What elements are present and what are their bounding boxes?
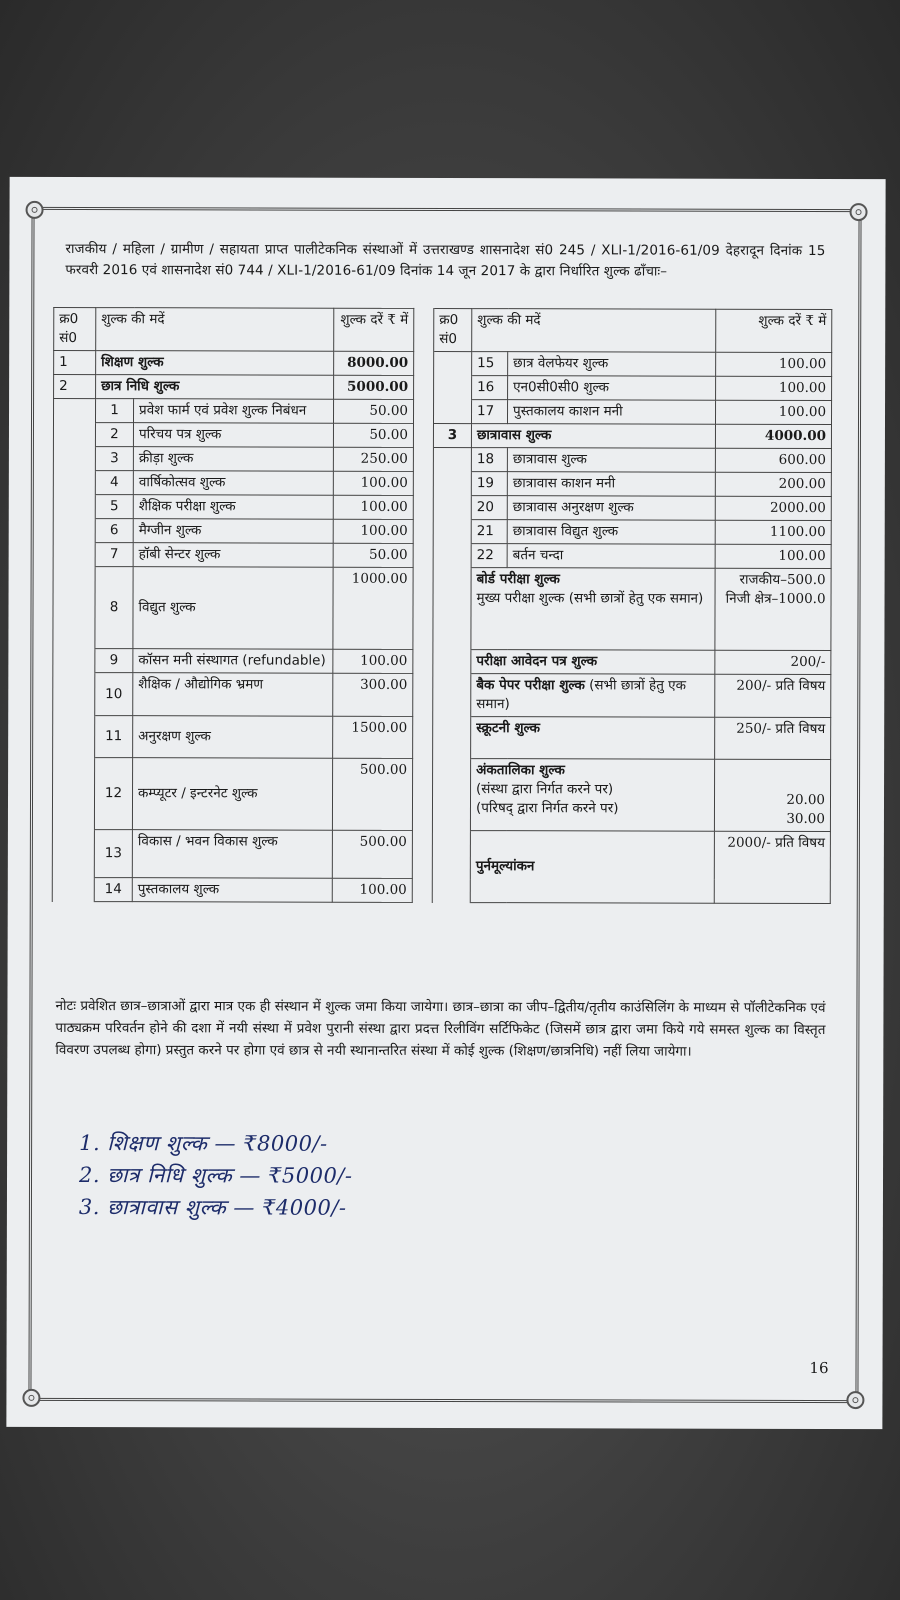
fee-label: एन0सी0सी0 शुल्क: [508, 376, 716, 401]
handwritten-line: 1. शिक्षण शुल्क — ₹8000/-: [79, 1131, 328, 1156]
sub-row-no: 14: [94, 878, 132, 902]
fee-amount: 20.00: [786, 791, 826, 808]
board-exam-subtitle: मुख्य परीक्षा शुल्क (सभी छात्रों हेतु एक समान): [476, 590, 704, 607]
table-row: [53, 715, 831, 759]
sub-row-no: 3: [95, 447, 133, 471]
sub-row-no: 5: [95, 495, 133, 519]
fee-amount: राजकीय–500.0 निजी क्षेत्र–1000.0: [715, 568, 831, 650]
header-item: शुल्क की मदें: [96, 308, 334, 352]
fee-label: मैग्जीन शुल्क: [133, 519, 333, 544]
sub-row-no: 9: [95, 649, 133, 673]
fee-label: कॉसन मनी संस्थागत (refundable): [133, 649, 333, 674]
page-number: 16: [809, 1358, 829, 1378]
fee-label: वार्षिकोत्सव शुल्क: [133, 471, 333, 496]
handwritten-line: 3. छात्रावास शुल्क — ₹4000/-: [78, 1195, 347, 1220]
row-no: 22: [471, 544, 507, 568]
fee-amount: 100.00: [716, 376, 832, 400]
fee-amount: 2000.00: [715, 496, 831, 520]
fee-amount: 100.00: [333, 519, 413, 543]
fee-label: छात्रावास शुल्क: [471, 424, 715, 449]
marksheet-line: (संस्था द्वारा निर्गत करने पर): [476, 781, 614, 798]
intro-paragraph: राजकीय / महिला / ग्रामीण / सहायता प्राप्त पालीटेकनिक संस्थाओं में उत्तराखण्ड शासनादेश सं0 245 / XLI-1/2016-61/09 देहरादून दिनांक 15 फरवरी 2016 एवं शासनादेश सं0 744 / XLI-1/2016-61/09 दिनांक 14 जून 2017 के द्वारा निर्धारित शुल्क ढाँचाः–: [65, 241, 826, 280]
corner-ornament: [22, 1389, 40, 1407]
fee-label: अनुरक्षण शुल्क: [133, 716, 333, 759]
fee-label: शैक्षिक / औद्योगिक भ्रमण: [133, 673, 333, 717]
fee-label: पुस्तकालय काशन मनी: [508, 400, 716, 425]
fee-amount: 1500.00: [333, 716, 413, 758]
fee-amount: 500.00: [332, 758, 412, 830]
fee-label: स्क्रूटनी शुल्क: [471, 717, 715, 760]
fee-amount: 8000.00: [334, 351, 414, 375]
back-paper-subtitle: (सभी छात्रों हेतु एक समान): [476, 677, 687, 713]
table-row: [53, 494, 831, 520]
fee-amount: 100.00: [333, 495, 413, 519]
fee-label: क्रीड़ा शुल्क: [133, 447, 333, 472]
fee-label: छात्र वेलफेयर शुल्क: [508, 352, 716, 377]
header-rate: शुल्क दरें ₹ में: [334, 308, 414, 351]
fee-amount: 100.00: [715, 544, 831, 568]
fee-amount: 5000.00: [334, 375, 414, 399]
fee-label: प्रवेश फार्म एवं प्रवेश शुल्क निबंधन: [133, 399, 333, 424]
document-page: [6, 177, 885, 1429]
table-row: [52, 829, 830, 879]
fee-amount: 600.00: [715, 448, 831, 472]
table-row: [54, 350, 832, 376]
fee-amount: 2000/- प्रति विषय: [714, 831, 830, 903]
row-no: 16: [472, 376, 508, 400]
table-row: [53, 446, 831, 472]
row-no: 21: [471, 520, 507, 544]
fee-label: हॉबी सेन्टर शुल्क: [133, 543, 333, 568]
row-no: 17: [472, 400, 508, 424]
header-sno: क्र0 सं0: [54, 307, 96, 350]
fee-label: बर्तन चन्दा: [507, 544, 715, 569]
row-no: 19: [471, 472, 507, 496]
board-exam-title: बोर्ड परीक्षा शुल्क: [476, 571, 560, 588]
fee-label: शैक्षिक परीक्षा शुल्क: [133, 495, 333, 520]
row-no: 15: [472, 352, 508, 376]
corner-ornament: [26, 201, 44, 219]
sub-row-no: 4: [95, 471, 133, 495]
table-row: [53, 648, 831, 674]
sub-row-no: 6: [95, 519, 133, 543]
sub-row-no: 11: [95, 716, 133, 758]
fee-label: विद्युत शुल्क: [133, 567, 333, 650]
sub-row-no: 12: [94, 758, 132, 830]
fee-label: छात्रावास शुल्क: [507, 448, 715, 473]
fee-amount: 50.00: [334, 399, 414, 423]
fee-amount: 100.00: [333, 649, 413, 673]
fee-amount: 4000.00: [715, 424, 831, 448]
marksheet-title: अंकतालिका शुल्क: [476, 762, 565, 779]
fee-label: छात्रावास विद्युत शुल्क: [507, 520, 715, 545]
table-row: [53, 542, 831, 568]
fee-amount: 100.00: [716, 400, 832, 424]
header-sno-2: क्र0 सं0: [434, 308, 472, 351]
sub-row-no: 10: [95, 673, 133, 716]
sub-row-no: 2: [95, 423, 133, 447]
fee-label: शिक्षण शुल्क: [96, 351, 334, 376]
table-row: [53, 566, 831, 650]
back-paper-title: बैक पेपर परीक्षा शुल्क: [476, 677, 585, 694]
board-exam-cell: [471, 568, 715, 651]
sub-row-no: 1: [95, 399, 133, 423]
fee-amount: 200.00: [715, 472, 831, 496]
fee-amount: 250.00: [333, 447, 413, 471]
fee-amount: 30.00: [786, 810, 826, 827]
fee-amount: 300.00: [333, 673, 413, 716]
table-row: [53, 422, 831, 448]
fee-label: विकास / भवन विकास शुल्क: [132, 830, 332, 879]
row-no: 3: [433, 423, 471, 447]
fee-amount: 100.00: [332, 878, 412, 902]
fee-label: छात्रावास काशन मनी: [507, 472, 715, 497]
fee-amount: 100.00: [716, 352, 832, 376]
fee-label: परीक्षा आवेदन पत्र शुल्क: [471, 650, 715, 675]
table-row: [54, 374, 832, 400]
handwritten-line: 2. छात्र निधि शुल्क — ₹5000/-: [78, 1163, 353, 1188]
header-rate-2: शुल्क दरें ₹ में: [716, 309, 832, 352]
fee-label: छात्र निधि शुल्क: [96, 375, 334, 400]
sub-row-no: 13: [94, 830, 132, 878]
fee-label: पुर्नमूल्यांकन: [470, 831, 714, 904]
row-no: 1: [54, 350, 96, 374]
fee-label: छात्रावास अनुरक्षण शुल्क: [507, 496, 715, 521]
marksheet-line: (परिषद् द्वारा निर्गत करने पर): [475, 800, 619, 817]
table-row: [53, 470, 831, 496]
fee-amount: 100.00: [333, 471, 413, 495]
fee-amount: 1100.00: [715, 520, 831, 544]
sub-row-no: 7: [95, 543, 133, 567]
fee-amount: 200/- प्रति विषय: [715, 674, 831, 717]
fee-amount: 250/- प्रति विषय: [715, 717, 831, 759]
table-row: [53, 672, 831, 717]
fee-amount: 50.00: [333, 543, 413, 567]
header-item-2: शुल्क की मदें: [472, 309, 716, 353]
sub-row-no: 8: [95, 567, 133, 649]
fee-amount: 1000.00: [333, 567, 413, 649]
table-row: [53, 398, 831, 424]
table-row: [53, 518, 831, 544]
row-no: 18: [471, 448, 507, 472]
marksheet-cell: [470, 759, 714, 832]
corner-ornament: [850, 203, 868, 221]
fee-label: कम्प्यूटर / इन्टरनेट शुल्क: [132, 758, 332, 831]
row-no: 20: [471, 496, 507, 520]
fee-amount: 50.00: [333, 423, 413, 447]
fee-amount: 500.00: [332, 830, 412, 878]
marksheet-amounts: [714, 759, 830, 831]
fee-label: पुस्तकालय शुल्क: [132, 878, 332, 903]
fee-amount: 200/-: [715, 650, 831, 674]
fee-structure-table: [52, 307, 833, 904]
corner-ornament: [846, 1391, 864, 1409]
row-no: 2: [54, 374, 96, 398]
table-row: [52, 757, 830, 831]
back-paper-cell: [471, 674, 715, 718]
table-header-row: [54, 307, 832, 352]
fee-label: परिचय पत्र शुल्क: [133, 423, 333, 448]
note-paragraph: नोटः प्रवेशित छात्र–छात्राओं द्वारा मात्र एक ही संस्थान में शुल्क जमा किया जायेगा। छात्र–छात्रा का जीप–द्वितीय/तृतीय काउंसिलिंग के माध्यम से पॉलीटेकनिक एवं पाठ्यक्रम परिवर्तन होने की दशा में नयी संस्था में प्रवेश पुरानी संस्था द्वारा प्रदत्त रिलीविंग सर्टिफिकेट (जिसमें छात्र द्वारा जमा किये गये समस्त शुल्क का विस्तृत विवरण उपलब्ध होगा) प्रस्तुत करने पर होगा एवं छात्र से नयी स्थानान्तरित संस्था में कोई शुल्क (शिक्षण/छात्रनिधि) नहीं लिया जायेगा।: [55, 997, 826, 1060]
